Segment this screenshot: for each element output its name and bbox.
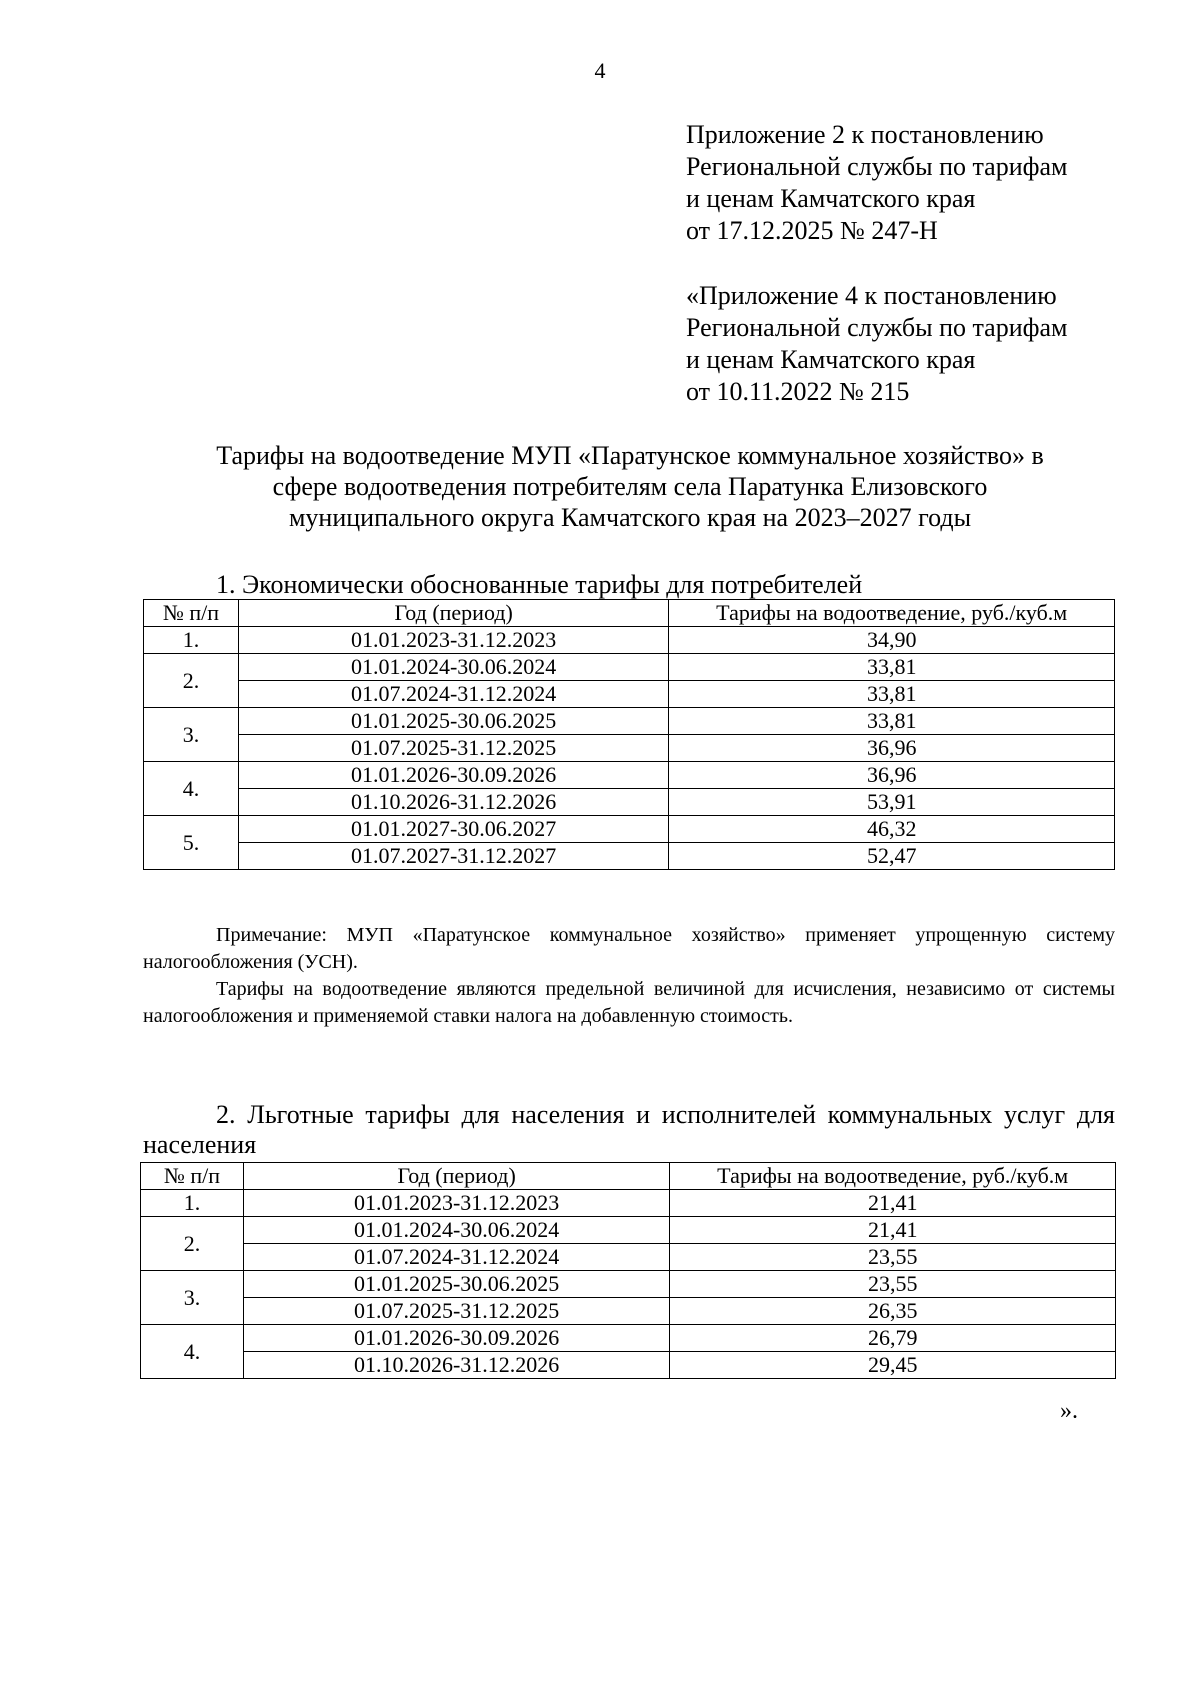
appendix-line: Региональной службы по тарифам (686, 313, 1068, 342)
table-row (144, 762, 1115, 789)
tariff-cell: 23,55 (670, 1271, 1116, 1298)
table-row (141, 1325, 1116, 1352)
period-cell: 01.01.2024-30.06.2024 (243, 1217, 670, 1244)
table-row (141, 1352, 1116, 1379)
table-row (141, 1244, 1116, 1271)
appendix-current-block (686, 119, 1067, 247)
appendix-line: от 17.12.2025 № 247-Н (686, 216, 938, 245)
table-header-row (141, 1163, 1116, 1190)
page-number: 4 (594, 58, 606, 83)
column-header: № п/п (141, 1163, 244, 1190)
period-cell: 01.07.2025-31.12.2025 (238, 735, 669, 762)
period-cell: 01.10.2026-31.12.2026 (243, 1352, 670, 1379)
row-number: 1. (141, 1190, 244, 1217)
tariff-cell: 33,81 (669, 681, 1115, 708)
row-number: 2. (141, 1217, 244, 1271)
note-paragraph: Примечание: МУП «Паратунское коммунальное хозяйство» применяет упрощенную систему налогообложения (УСН). (143, 924, 1115, 973)
tariff-cell: 33,81 (669, 708, 1115, 735)
period-cell: 01.01.2026-30.09.2026 (243, 1325, 670, 1352)
period-cell: 01.01.2025-30.06.2025 (243, 1271, 670, 1298)
appendix-line: «Приложение 4 к постановлению (686, 281, 1057, 310)
note-paragraph: Тарифы на водоотведение являются предельной величиной для исчисления, независимо от системы налогообложения и применяемой ставки налога на добавленную стоимость. (143, 978, 1115, 1027)
row-number: 1. (144, 627, 239, 654)
column-header: № п/п (144, 600, 239, 627)
appendix-line: Региональной службы по тарифам (686, 152, 1068, 181)
tariff-cell: 53,91 (669, 789, 1115, 816)
column-header: Год (период) (238, 600, 669, 627)
tariff-cell: 46,32 (669, 816, 1115, 843)
tariff-cell: 36,96 (669, 735, 1115, 762)
tariff-cell: 23,55 (670, 1244, 1116, 1271)
appendix-line: от 10.11.2022 № 215 (686, 377, 910, 406)
title-line: муниципального округа Камчатского края на 2023–2027 годы (288, 503, 972, 532)
column-header: Год (период) (243, 1163, 670, 1190)
row-number: 3. (144, 708, 239, 762)
table-row (141, 1217, 1116, 1244)
tariff-table-economic (143, 599, 1115, 870)
period-cell: 01.07.2027-31.12.2027 (238, 843, 669, 870)
row-number: 4. (144, 762, 239, 816)
column-header: Тарифы на водоотведение, руб./куб.м (670, 1163, 1116, 1190)
period-cell: 01.10.2026-31.12.2026 (238, 789, 669, 816)
table-row (144, 843, 1115, 870)
table-row (144, 735, 1115, 762)
table-row (144, 654, 1115, 681)
table-row (144, 816, 1115, 843)
tariff-note (143, 922, 1115, 1030)
period-cell: 01.01.2023-31.12.2023 (238, 627, 669, 654)
appendix-line: и ценам Камчатского края (686, 345, 976, 374)
appendix-original-block (686, 280, 1067, 408)
period-cell: 01.07.2024-31.12.2024 (243, 1244, 670, 1271)
period-cell: 01.01.2025-30.06.2025 (238, 708, 669, 735)
appendix-line: и ценам Камчатского края (686, 184, 976, 213)
period-cell: 01.01.2027-30.06.2027 (238, 816, 669, 843)
title-line: сфере водоотведения потребителям села Паратунка Елизовского (272, 472, 988, 501)
table-row (144, 627, 1115, 654)
period-cell: 01.01.2026-30.09.2026 (238, 762, 669, 789)
tariff-cell: 21,41 (670, 1217, 1116, 1244)
tariff-cell: 33,81 (669, 654, 1115, 681)
table-row (144, 789, 1115, 816)
section2-heading: 2. Льготные тарифы для населения и исполнителей коммунальных услуг для населения (143, 1100, 1115, 1159)
closing-quote-mark: ». (1060, 1398, 1078, 1424)
document-title (140, 440, 1120, 533)
tariff-cell: 21,41 (670, 1190, 1116, 1217)
table-header-row (144, 600, 1115, 627)
period-cell: 01.01.2024-30.06.2024 (238, 654, 669, 681)
table-row (144, 681, 1115, 708)
row-number: 5. (144, 816, 239, 870)
section1-heading: 1. Экономически обоснованные тарифы для потребителей (216, 570, 863, 599)
column-header: Тарифы на водоотведение, руб./куб.м (669, 600, 1115, 627)
table-row (141, 1298, 1116, 1325)
row-number: 4. (141, 1325, 244, 1379)
table-row (141, 1271, 1116, 1298)
row-number: 2. (144, 654, 239, 708)
tariff-table-preferential (140, 1162, 1116, 1379)
title-line: Тарифы на водоотведение МУП «Паратунское коммунальное хозяйство» в (216, 441, 1044, 470)
tariff-cell: 34,90 (669, 627, 1115, 654)
period-cell: 01.07.2024-31.12.2024 (238, 681, 669, 708)
table-row (141, 1190, 1116, 1217)
tariff-cell: 26,79 (670, 1325, 1116, 1352)
tariff-cell: 52,47 (669, 843, 1115, 870)
tariff-cell: 29,45 (670, 1352, 1116, 1379)
tariff-cell: 36,96 (669, 762, 1115, 789)
tariff-cell: 26,35 (670, 1298, 1116, 1325)
period-cell: 01.01.2023-31.12.2023 (243, 1190, 670, 1217)
row-number: 3. (141, 1271, 244, 1325)
period-cell: 01.07.2025-31.12.2025 (243, 1298, 670, 1325)
appendix-line: Приложение 2 к постановлению (686, 120, 1044, 149)
table-row (144, 708, 1115, 735)
